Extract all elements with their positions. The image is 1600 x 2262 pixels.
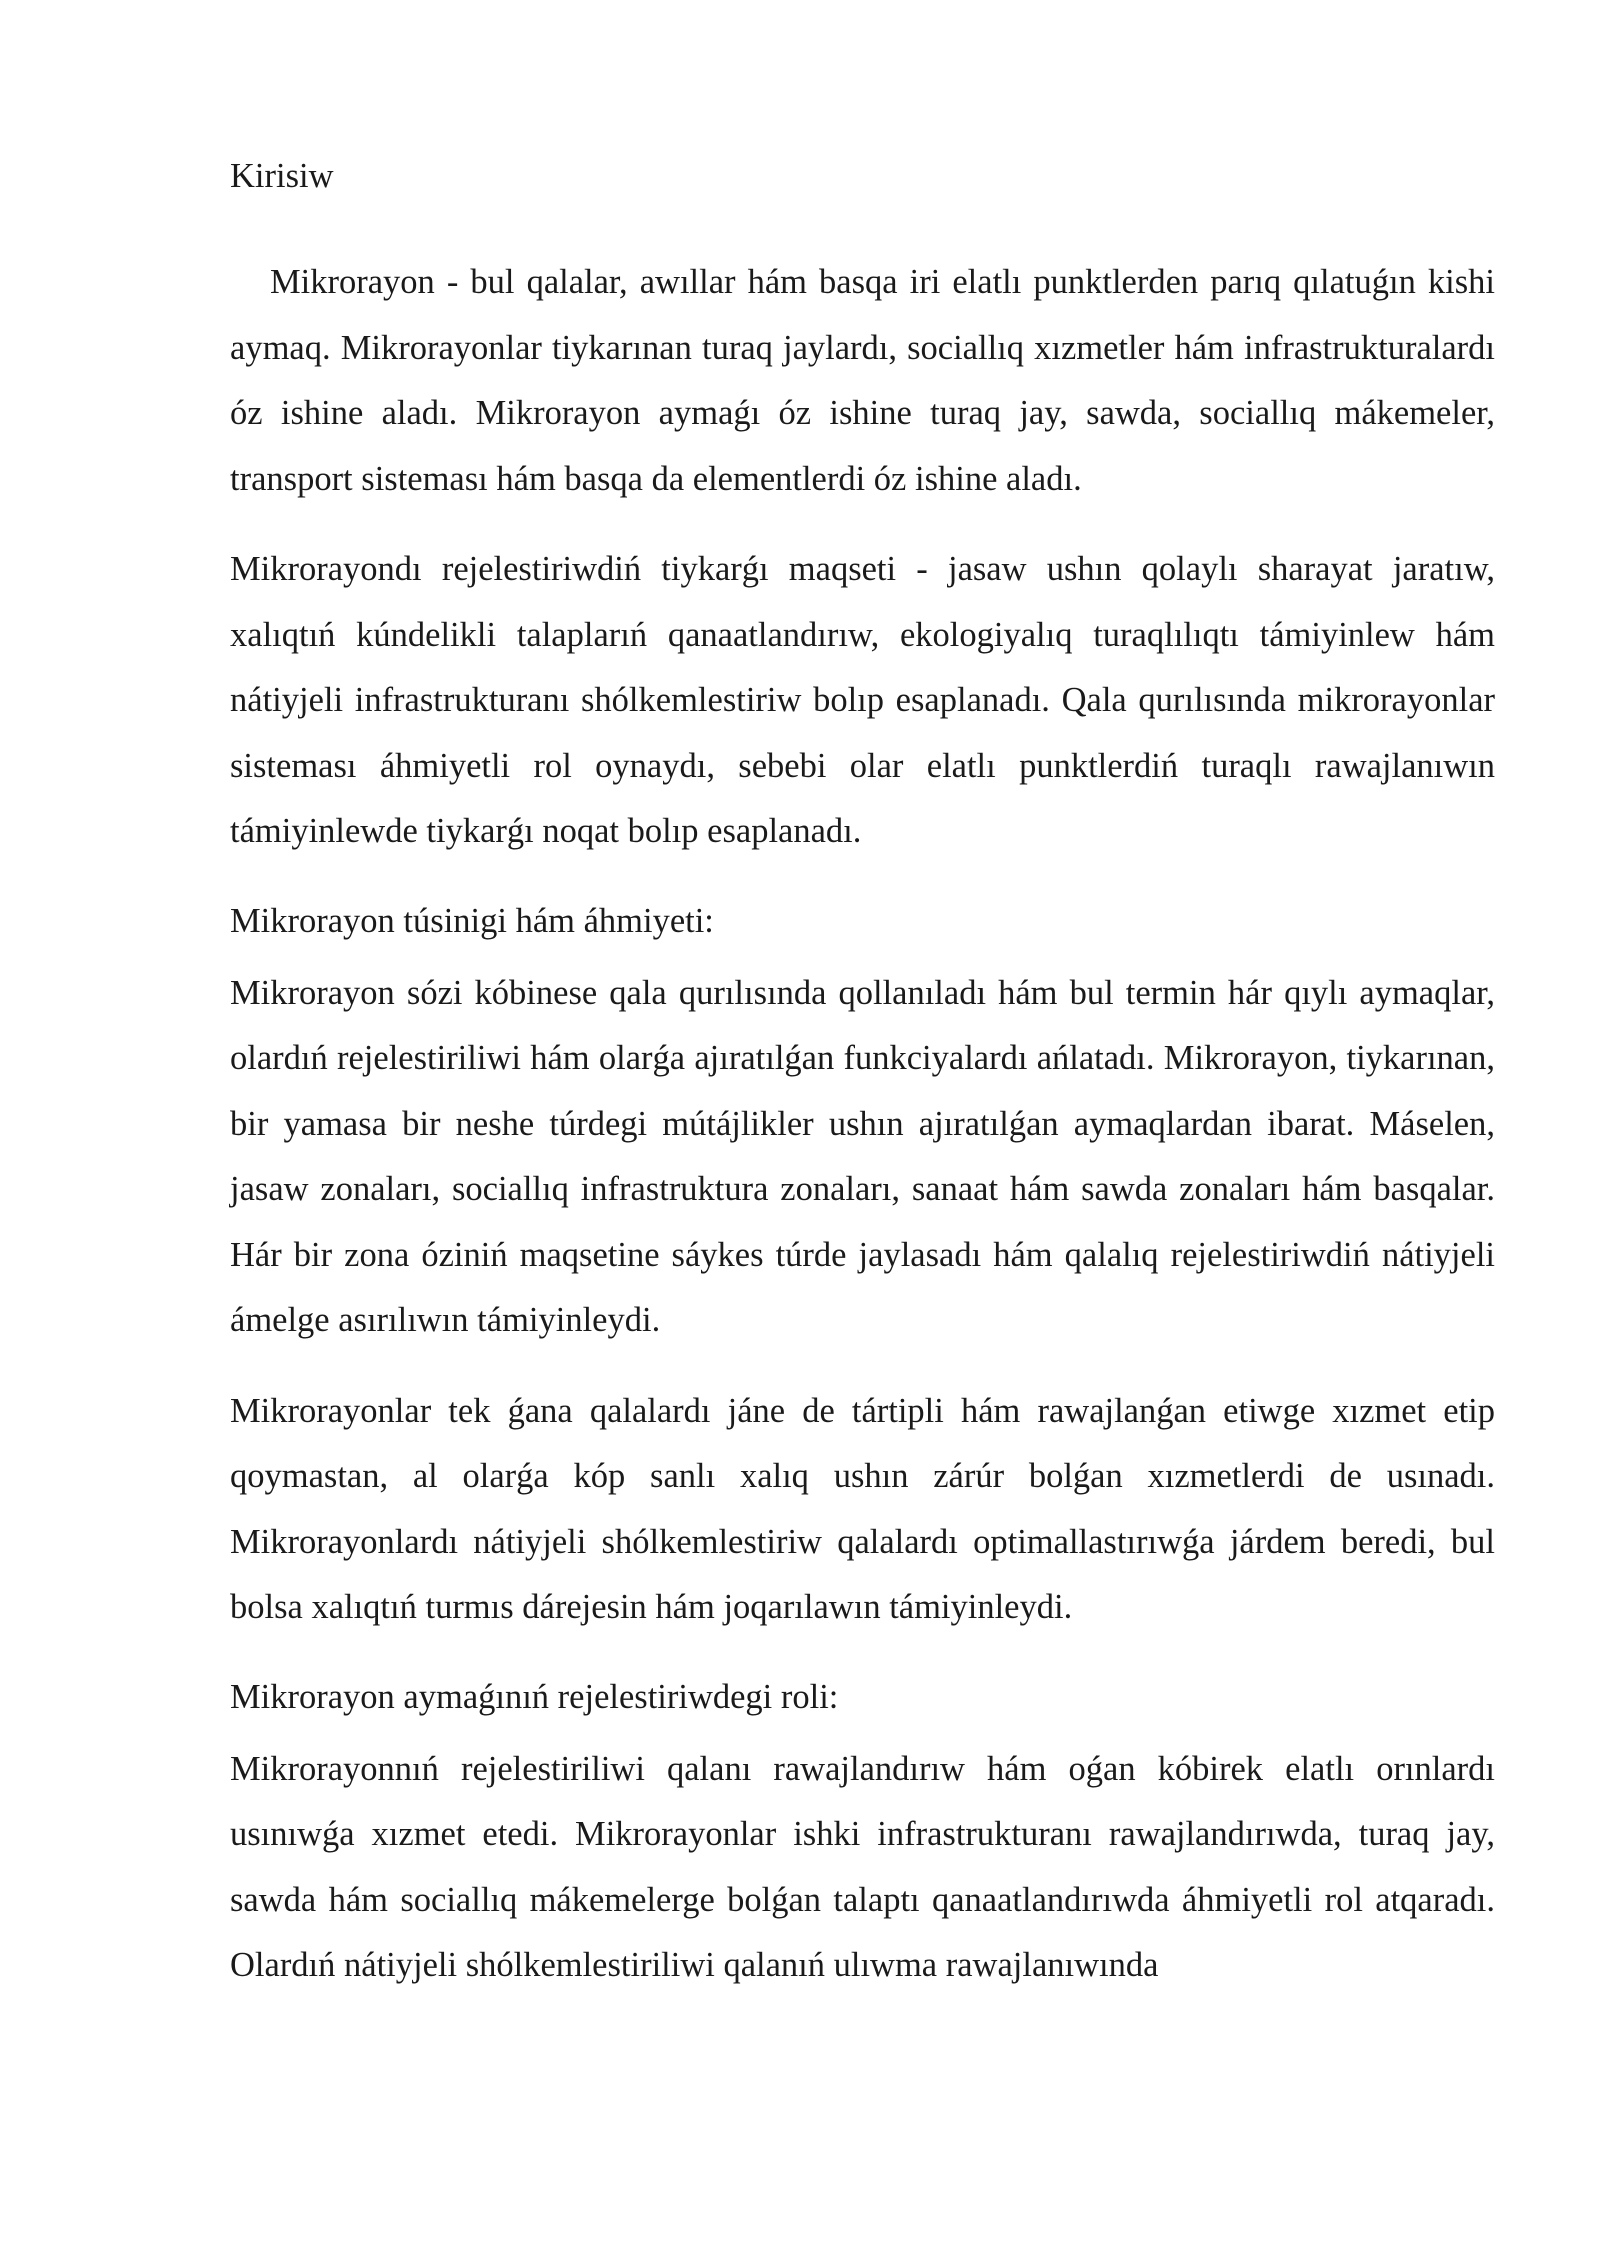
paragraph-intro: Mikrorayon - bul qalalar, awıllar hám basqa iri elatlı punktlerden parıq qılatuǵın kishi aymaq. Mikrorayonlar tiykarınan turaq jaylardı, sociallıq xızmetler hám infrastrukturalardı óz ishine aladı. Mikrorayon aymaǵı óz ishine turaq jay, sawda, sociallıq mákemeler, transport sisteması hám basqa da elementlerdi óz ishine aladı. bbox=[230, 263, 1495, 498]
paragraph-services: Mikrorayonlar tek ǵana qalalardı jáne de tártipli hám rawajlanǵan etiwge xızmet etip qoymastan, al olarǵa kóp sanlı xalıq ushın zárúr bolǵan xızmetlerdi de usınadı. Mikrorayonlardı nátiyjeli shólkemlestiriw qalalardı optimallastırıwǵa járdem beredi, bul bolsa xalıqtıń turmıs dárejesin hám joqarılawın támiyinleydi. bbox=[230, 1391, 1495, 1626]
document-title: Kirisiw bbox=[230, 157, 334, 195]
section-heading-role: Mikrorayon aymaǵınıń rejelestiriwdegi roli: bbox=[230, 1677, 839, 1716]
paragraph-planning-goal: Mikrorayondı rejelestiriwdiń tiykarǵı maqseti - jasaw ushın qolaylı sharayat jaratıw, xalıqtıń kúndelikli talaplarıń qanaatlandırıw, ekologiyalıq turaqlılıqtı támiyinlew hám nátiyjeli infrastrukturanı shólkemlestiriw bolıp esaplanadı. Qala qurılısında mikrorayonlar sisteması áhmiyetli rol oynaydı, sebebi olar elatlı punktlerdiń turaqlı rawajlanıwın támiyinlewde tiykarǵı noqat bolıp esaplanadı. bbox=[230, 550, 1495, 850]
paragraph-concept: Mikrorayon sózi kóbinese qala qurılısında qollanıladı hám bul termin hár qıylı aymaqlar, olardıń rejelestiriliwi hám olarǵa ajıratılǵan funkciyalardı ańlatadı. Mikrorayon, tiykarınan, bir yamasa bir neshe túrdegi mútájlikler ushın ajıratılǵan aymaqlardan ibarat. Máselen, jasaw zonaları, sociallıq infrastruktura zonaları, sanaat hám sawda zonaları hám basqalar. Hár bir zona óziniń maqsetine sáykes túrde jaylasadı hám qalalıq rejelestiriwdiń nátiyjeli ámelge asırılıwın támiyinleydi. bbox=[230, 973, 1495, 1339]
paragraph-role: Mikrorayonnıń rejelestiriliwi qalanı rawajlandırıw hám oǵan kóbirek elatlı orınlardı usınıwǵa xızmet etedi. Mikrorayonlar ishki infrastrukturanı rawajlandırıwda, turaq jay, sawda hám sociallıq mákemelerge bolǵan talaptı qanaatlandırıwda áhmiyetli rol atqaradı. Olardıń nátiyjeli shólkemlestiriliwi qalanıń ulıwma rawajlanıwında bbox=[230, 1749, 1495, 1984]
section-heading-concept: Mikrorayon túsinigi hám áhmiyeti: bbox=[230, 901, 714, 940]
document-body bbox=[230, 148, 1495, 1999]
